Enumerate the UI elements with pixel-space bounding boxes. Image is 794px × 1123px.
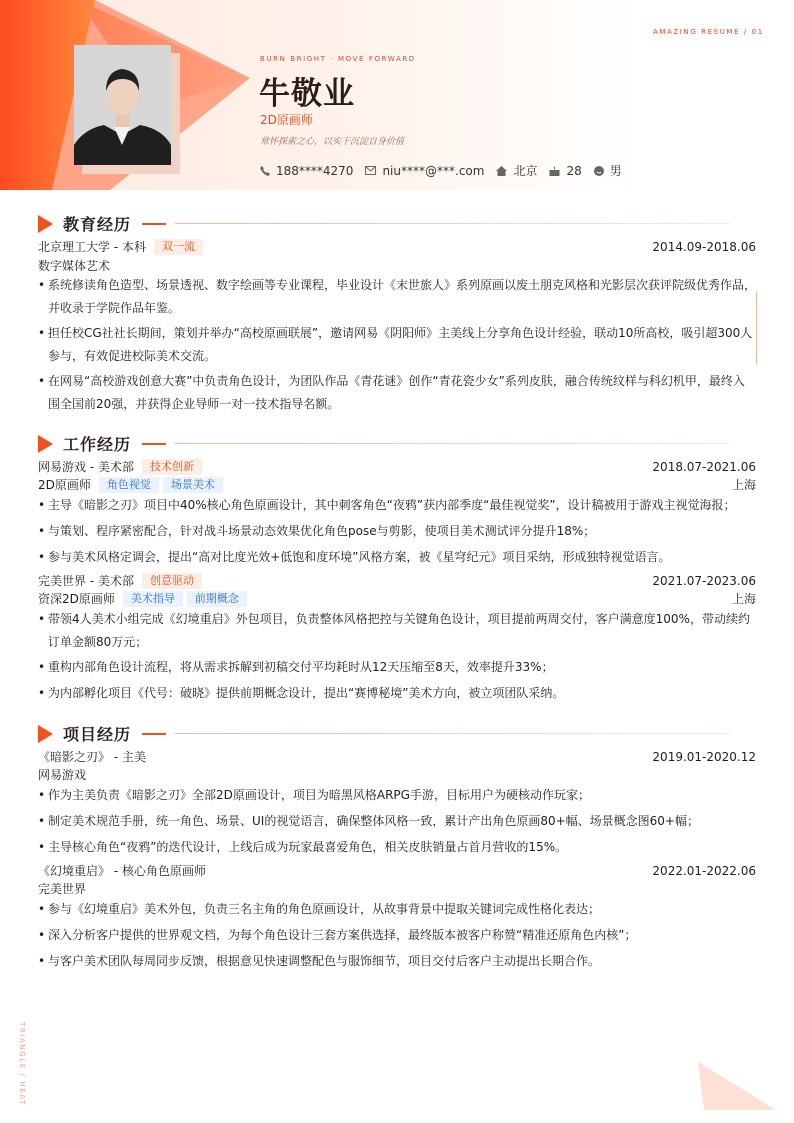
mail-icon (365, 166, 376, 175)
project-bullet: • 制定美术规范手册，统一角色、场景、UI的视觉语言，确保整体风格一致，累计产出角色原画80+幅、场景概念图60+幅； (38, 814, 699, 828)
job-bullet: • 与策划、程序紧密配合，针对战斗场景动态效果优化角色pose与剪影，使项目美术测试评分提升18%； (38, 524, 596, 538)
cake-icon (549, 166, 560, 176)
job-role-row (38, 476, 756, 494)
work-section-header (38, 432, 756, 455)
contact-info (260, 162, 634, 179)
svg-text:TRIANGLE / HEAT: TRIANGLE / HEAT (18, 1022, 26, 1106)
phone-icon (260, 166, 270, 176)
side-text (8, 1020, 28, 1110)
project-name: 《暗影之刃》 - 主美 (38, 750, 146, 764)
contact-gender (594, 162, 622, 179)
project-bullet: • 深入分析客户提供的世界观文档，为每个角色设计三套方案供选择，最终版本被客户称赞“精准还原角色内核”； (38, 928, 637, 942)
section-title: 项目经历 (63, 725, 132, 744)
section-triangle-icon (38, 725, 53, 743)
contact-city (496, 162, 537, 179)
phone-text: 188****4270 (276, 163, 354, 178)
corner-triangle-decoration (690, 1060, 780, 1115)
motto: 常怀探索之心，以实干沉淀自身价值 (260, 137, 405, 147)
project-row (38, 862, 756, 880)
section-triangle-icon (38, 215, 53, 233)
age-text: 28 (566, 163, 582, 178)
school-badge: 双一流 (154, 239, 203, 255)
education-major-row (38, 257, 756, 275)
education-bullet: • 系统修读角色造型、场景透视、数字绘画等专业课程，毕业设计《末世旅人》系列原画以废土朋克风格和光影层次获评院级优秀作品，并收录于学院作品年鉴。 (38, 278, 757, 315)
profile-photo (74, 45, 171, 165)
project-org: 网易游戏 (38, 768, 87, 782)
job-tag: 前期概念 (187, 591, 247, 607)
email-text: niu****@***.com (382, 163, 485, 178)
company-badge: 创意驱动 (142, 573, 202, 589)
job-city: 上海 (731, 478, 756, 492)
project-row (38, 748, 756, 766)
job-period: 2018.07-2021.06 (652, 460, 756, 474)
divider-bar (756, 292, 757, 364)
job-bullet: • 为内部孵化项目《代号：破晓》提供前期概念设计，提出“赛博秘境”美术方向，被立项团队采纳。 (38, 686, 565, 700)
job-city: 上海 (731, 592, 756, 606)
job-role-row (38, 590, 756, 608)
school-name: 北京理工大学 - 本科 (38, 240, 146, 254)
project-period: 2019.01-2020.12 (652, 750, 756, 764)
project-org-row (38, 880, 756, 898)
contact-age (549, 164, 581, 178)
project-bullet: • 主导核心角色“夜鸦”的迭代设计，上线后成为玩家最喜爱角色，相关皮肤销量占首月营收的15%。 (38, 840, 568, 854)
education-bullet: • 在网易“高校游戏创意大赛”中负责角色设计，为团队作品《青花谜》创作“青花瓷少女”系列皮肤，融合传统纹样与科幻机甲，最终入围全国前20强，并获得企业导师一对一技术指导名额。 (38, 374, 745, 411)
job-tag: 美术指导 (123, 591, 183, 607)
company-name: 完美世界 - 美术部 (38, 574, 134, 588)
job-tag: 场景美术 (163, 477, 223, 493)
major: 数字媒体艺术 (38, 259, 111, 273)
smile-icon (594, 166, 604, 176)
job-company-row (38, 458, 756, 476)
job-bullet: • 带领4人美术小组完成《幻境重启》外包项目，负责整体风格把控与关键角色设计，项目提前两周交付，客户满意度100%，带动续约订单金额80万元； (38, 612, 750, 649)
company-name: 网易游戏 - 美术部 (38, 460, 134, 474)
projects-section-header (38, 722, 756, 745)
education-period: 2014.09-2018.06 (652, 240, 756, 254)
job-bullet: • 参与美术风格定调会，提出“高对比度光效+低饱和度环境”风格方案，被《星穹纪元》项目采纳，形成独特视觉语言。 (38, 550, 671, 564)
project-bullet: • 参与《幻境重启》美术外包，负责三名主角的角色原画设计，从故事背景中提取关键词完成性格化表达； (38, 902, 601, 916)
project-org: 完美世界 (38, 882, 87, 896)
company-badge: 技术创新 (142, 459, 202, 475)
education-section-header (38, 212, 756, 235)
section-title: 工作经历 (63, 435, 132, 454)
contact-phone (260, 164, 353, 178)
city-text: 北京 (513, 164, 538, 178)
job-role: 资深2D原画师 (38, 592, 115, 606)
corner-tag: AMAZING RESUME / 01 (653, 28, 764, 36)
job-bullet: • 主导《暗影之刃》项目中40%核心角色原画设计，其中刺客角色“夜鸦”获内部季度“最佳视觉奖”，设计稿被用于游戏主视觉海报； (38, 498, 736, 512)
project-bullet: • 作为主美负责《暗影之刃》全部2D原画设计，项目为暗黑风格ARPG手游，目标用户为硬核动作玩家； (38, 788, 590, 802)
candidate-name: 牛敬业 (259, 76, 355, 112)
project-name: 《幻境重启》 - 核心角色原画师 (38, 864, 206, 878)
project-org-row (38, 766, 756, 784)
job-tag: 角色视觉 (99, 477, 159, 493)
home-icon (496, 166, 507, 176)
project-period: 2022.01-2022.06 (652, 864, 756, 878)
slogan: BURN BRIGHT · MOVE FORWARD (260, 55, 416, 63)
job-role: 2D原画师 (38, 478, 91, 492)
section-triangle-icon (38, 435, 53, 453)
gender-text: 男 (609, 164, 622, 178)
job-bullet: • 重构内部角色设计流程，将从需求拆解到初稿交付平均耗时从12天压缩至8天，效率提升33%； (38, 660, 554, 674)
job-company-row (38, 572, 756, 590)
project-bullet: • 与客户美术团队每周同步反馈，根据意见快速调整配色与服饰细节，项目交付后客户主动提出长期合作。 (38, 954, 601, 968)
contact-email (365, 164, 484, 178)
job-title: 2D原画师 (260, 113, 313, 127)
section-title: 教育经历 (63, 215, 132, 234)
job-period: 2021.07-2023.06 (652, 574, 756, 588)
education-school-row (38, 238, 756, 256)
education-bullet: • 担任校CG社社长期间，策划并举办“高校原画联展”，邀请网易《阴阳师》主美线上分享角色设计经验，联动10所高校，吸引超300人参与，有效促进校际美术交流。 (38, 326, 753, 363)
